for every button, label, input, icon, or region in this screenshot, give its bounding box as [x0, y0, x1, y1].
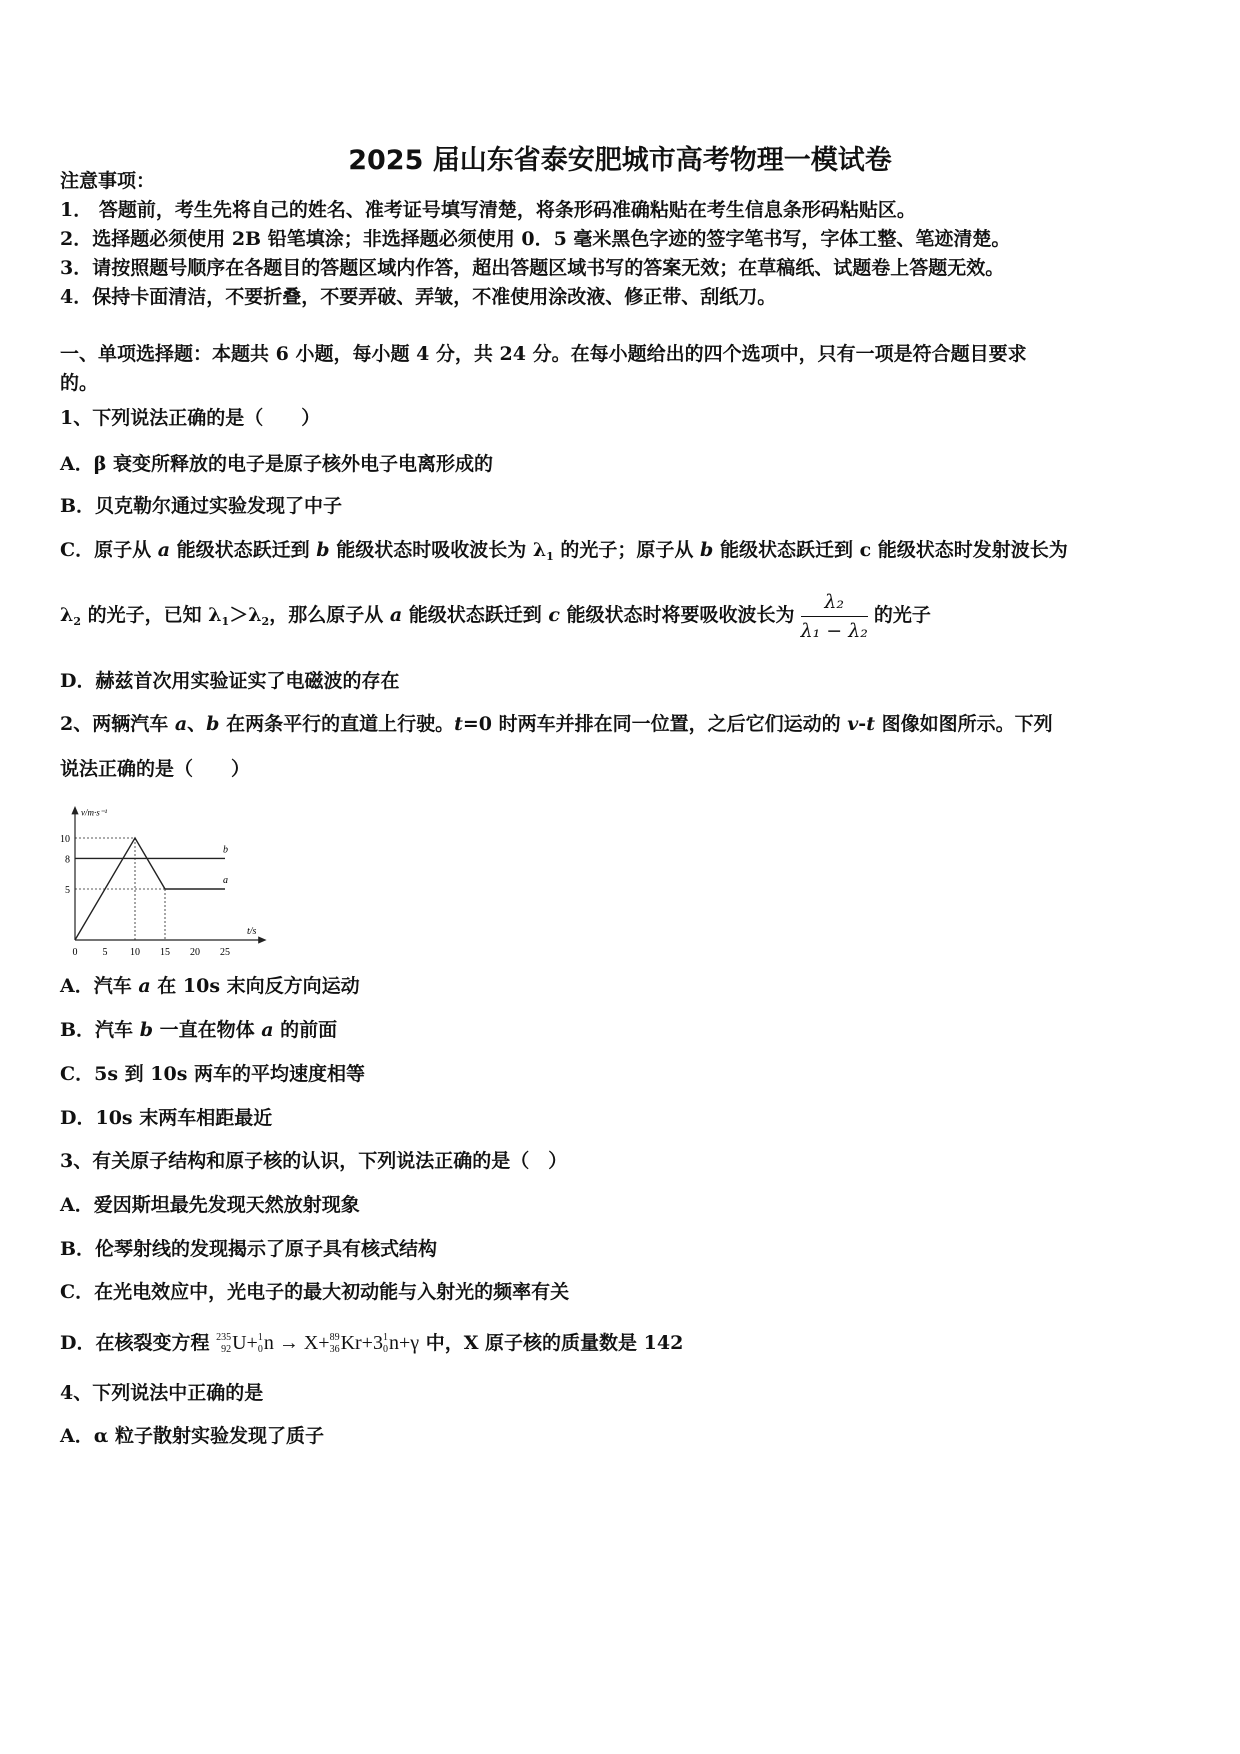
notice-item-2: 2．选择题必须使用 2B 铅笔填涂；非选择题必须使用 0．5 毫米黑色字迹的签字笔书写，字体工整、笔迹清楚。 [60, 228, 1011, 250]
x-axis-label: t/s [247, 926, 257, 937]
q3-option-a: A．爱因斯坦最先发现天然放射现象 [60, 1194, 360, 1216]
y-tick-label: 8 [65, 854, 70, 866]
question-3-stem: 3、有关原子结构和原子核的认识，下列说法正确的是（ ） [60, 1150, 568, 1172]
vt-graph [55, 793, 300, 973]
fission-equation: 235 92U+1 0n → X+89 36Kr+31 0n+γ [216, 1332, 420, 1356]
q3-option-c: C．在光电效应中，光电子的最大初动能与入射光的频率有关 [60, 1281, 570, 1303]
x-tick-label: 10 [130, 947, 140, 958]
series-a-line [75, 838, 225, 940]
q2-option-d: D．10s 末两车相距最近 [60, 1107, 273, 1129]
section-heading-cont: 的。 [60, 372, 99, 394]
x-tick-label: 20 [190, 947, 200, 958]
q1-option-a: A．β 衰变所释放的电子是原子核外电子电离形成的 [60, 453, 493, 475]
notice-item-1: 1． 答题前，考生先将自己的姓名、准考证号填写清楚，将条形码准确粘贴在考生信息条形码粘贴区。 [60, 199, 916, 221]
q3-option-b: B．伦琴射线的发现揭示了原子具有核式结构 [60, 1238, 438, 1260]
page-title: 2025 届山东省泰安肥城市高考物理一模试卷 [348, 145, 892, 176]
question-4-stem: 4、下列说法中正确的是 [60, 1382, 264, 1404]
q2-option-c: C．5s 到 10s 两车的平均速度相等 [60, 1063, 366, 1085]
notice-heading: 注意事项： [60, 170, 156, 192]
series-b-label: b [223, 844, 228, 856]
series-a-label: a [223, 875, 228, 886]
x-tick-label: 0 [72, 947, 78, 958]
q2-option-a: A．汽车 a 在 10s 末向反方向运动 [60, 975, 360, 997]
y-axis-label: v/m·s⁻¹ [81, 807, 108, 818]
notice-item-4: 4．保持卡面清洁，不要折叠，不要弄破、弄皱，不准使用涂改液、修正带、刮纸刀。 [60, 286, 777, 308]
q1-option-c-line2: $\lambda_2$ 的光子，已知 $\lambda_1>\lambda_2$，那么原子从 a 能级状态跃迁到 c 能级状态时将要吸收波长为 $\frac{\text{λ₂}}{\text{λ₁ − λ₂}}$ 的光子 [60, 586, 931, 651]
x-tick-label: 15 [160, 947, 170, 958]
x-tick-label: 5 [102, 947, 108, 958]
q3-option-d: D．在核裂变方程 235 92U+1 0n → X+89 36Kr+31 0n+γ 中，X 原子核的质量数是 142 [60, 1332, 684, 1356]
q4-option-a: A．α 粒子散射实验发现了质子 [60, 1425, 324, 1447]
y-tick-label: 5 [65, 885, 70, 896]
notice-item-3: 3．请按照题号顺序在各题目的答题区域内作答，超出答题区域书写的答案无效；在草稿纸、试题卷上答题无效。 [60, 257, 1005, 279]
question-2-stem: 2、两辆汽车 a、b 在两条平行的直道上行驶。t=0 时两车并排在同一位置，之后它们运动的 v-t 图像如图所示。下列 [60, 713, 1053, 735]
q1-option-c-line1: C．原子从 a 能级状态跃迁到 b 能级状态时吸收波长为 $\lambda_1$ 的光子；原子从 b 能级状态跃迁到 c 能级状态时发射波长为 [60, 539, 1068, 563]
section-heading: 一、单项选择题：本题共 6 小题，每小题 4 分，共 24 分。在每小题给出的四个选项中，只有一项是符合题目要求 [60, 343, 1027, 365]
q1-option-d: D．赫兹首次用实验证实了电磁波的存在 [60, 670, 400, 692]
q2-option-b: B．汽车 b 一直在物体 a 的前面 [60, 1019, 338, 1041]
question-2-stem-cont: 说法正确的是（ ） [60, 758, 251, 780]
q1-option-b: B．贝克勒尔通过实验发现了中子 [60, 495, 343, 517]
question-1-stem: 1、下列说法正确的是（ ） [60, 407, 321, 429]
x-tick-label: 25 [220, 947, 230, 958]
wavelength-fraction: $\frac{\text{λ₂}}{\text{λ₁ − λ₂}}$ [801, 588, 868, 645]
y-tick-label: 10 [60, 834, 70, 845]
